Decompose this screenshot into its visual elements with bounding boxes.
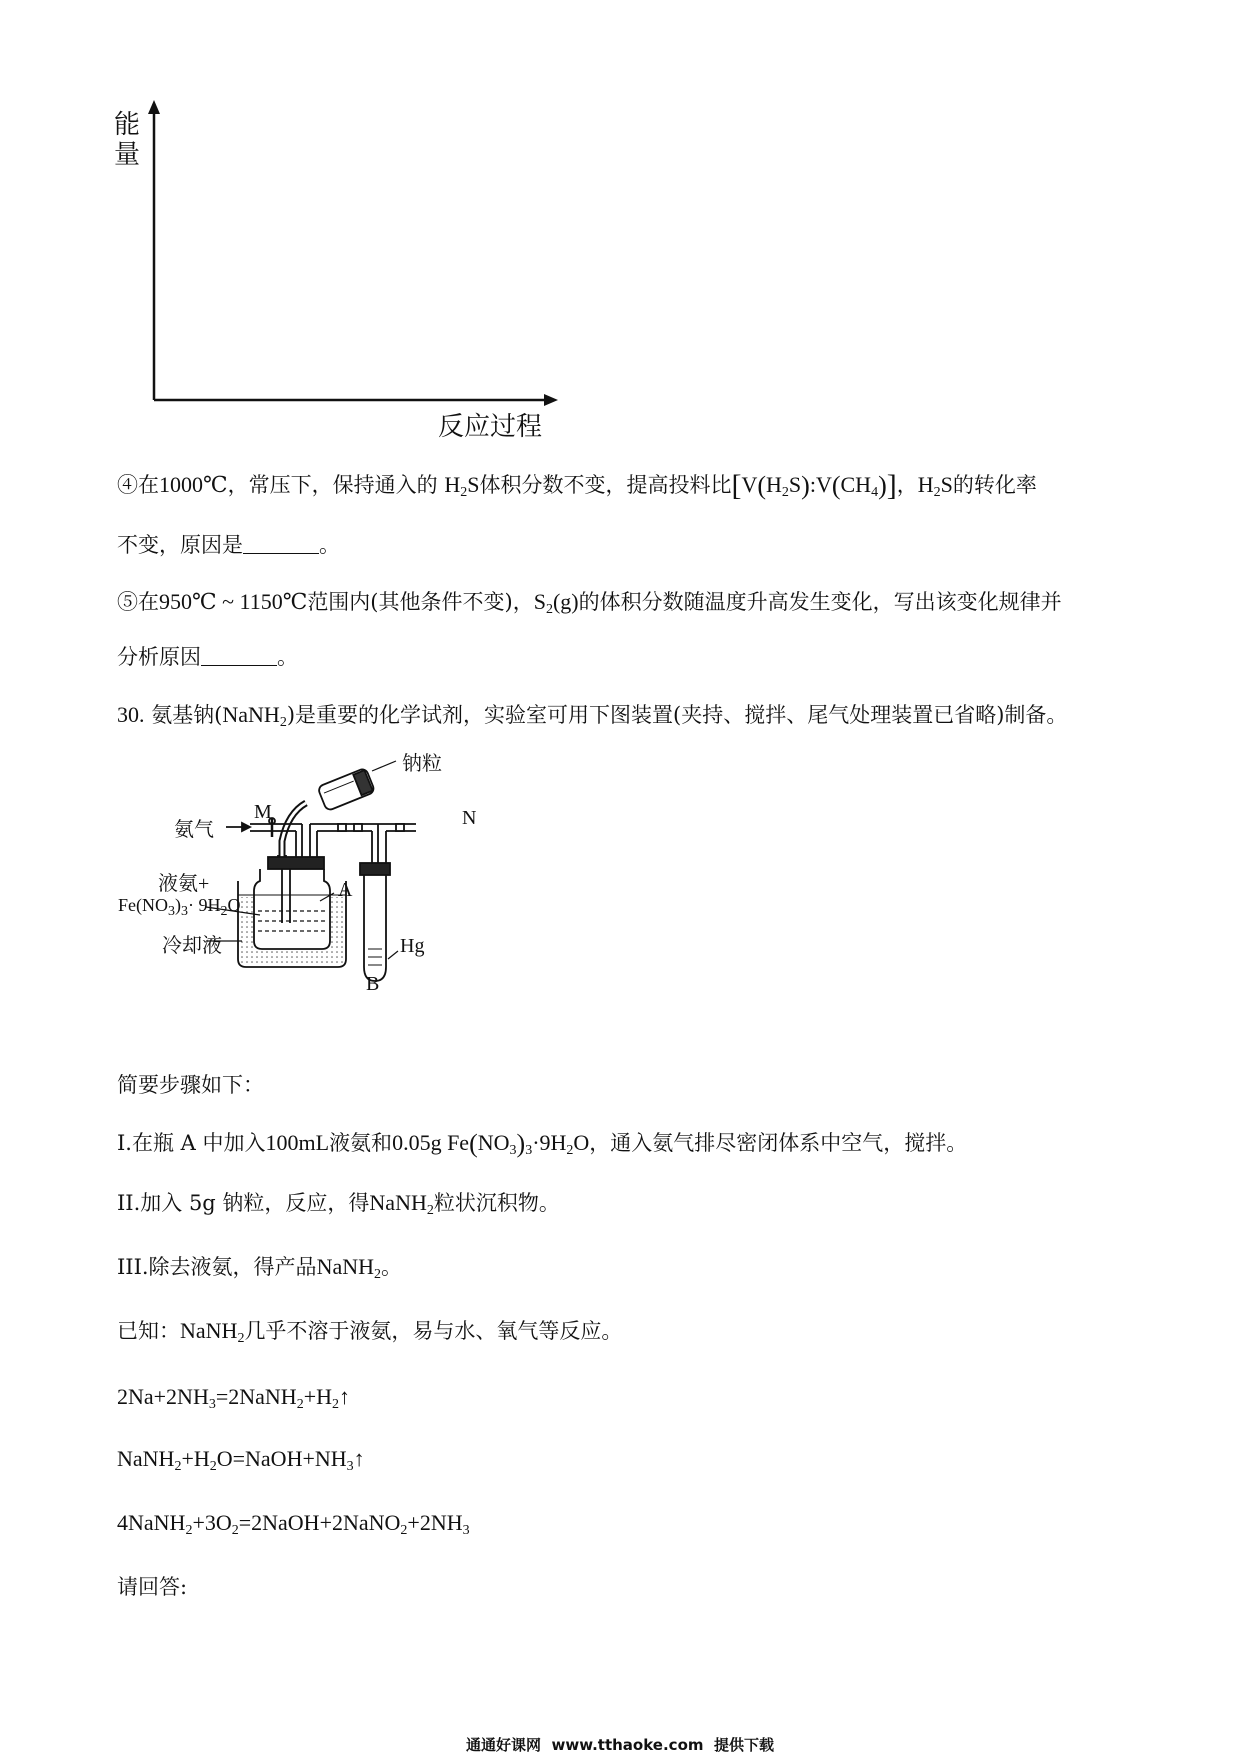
q4-answer-blank[interactable] <box>243 535 319 554</box>
label-n: N <box>462 807 477 829</box>
sodium-bottle <box>317 768 375 812</box>
q5-line1: ⑤在950℃ ~ 1150℃范围内(其他条件不变)，$S_2(g)$的体积分数随温度升高发生变化，写出该变化规律并 <box>117 589 1062 617</box>
y-axis-label-2: 量 <box>114 140 141 170</box>
q4-h2s: $H_2S$ <box>444 472 480 500</box>
label-m: M <box>254 801 272 823</box>
energy-axes <box>100 100 560 440</box>
label-hg: Hg <box>400 935 425 957</box>
label-iron-nitrate: $Fe(NO_3)_3\cdot 9H_2O$ <box>118 895 241 919</box>
q4-line2: 不变，原因是 。 <box>117 533 340 557</box>
step-3: III.除去液氨，得产品NaNH$_2$。 <box>117 1254 402 1282</box>
q30-stem: 30. 氨基钠(NaNH$_2$)是重要的化学试剂，实验室可用下图装置(夹持、搅拌、尾气处理装置已省略)制备。 <box>117 702 1068 730</box>
steps-intro: 简要步骤如下： <box>117 1073 264 1097</box>
x-axis-arrow <box>544 394 558 406</box>
q5-circle: ⑤ <box>117 590 138 614</box>
q4-line1: ④在1000℃，常压下，保持通入的 $H_2S$体积分数不变，提高投料比$[V(H_2S):V(CH_4)]$，$H_2S$的转化率 <box>117 469 1037 502</box>
label-coolant: 冷却液 <box>162 935 222 957</box>
label-b: B <box>366 973 380 995</box>
footer-source: 通通好课网 www.tthaoke.com 提供下载 <box>466 1736 774 1754</box>
label-sodium: 钠粒 <box>402 753 442 775</box>
y-axis-label-1: 能 <box>114 110 141 140</box>
equation-1: $2Na+2NH_3=2NaNH_2+H_2↑$ <box>117 1384 350 1412</box>
label-liquid-ammonia: 液氨+ <box>158 873 210 895</box>
q4-ratio: $[V(H_2S):V(CH_4)]$ <box>731 469 897 502</box>
y-axis-arrow <box>148 100 160 114</box>
q5-line2: 分析原因 。 <box>117 645 298 669</box>
label-ammonia-gas: 氨气 <box>174 819 214 841</box>
q5-answer-blank[interactable] <box>201 647 277 666</box>
energy-graph <box>100 100 560 440</box>
q4-circle: ④ <box>117 473 138 497</box>
known-info: 已知：NaNH$_2$几乎不溶于液氨，易与水、氧气等反应。 <box>117 1318 623 1346</box>
step-1: I.在瓶 A 中加入100mL液氨和0.05g $Fe(NO_3)_3\cdot 9H_2O$，通入氨气排尽密闭体系中空气，搅拌。 <box>117 1129 968 1158</box>
equation-2: $NaNH_2+H_2O=NaOH+NH_3↑$ <box>117 1446 365 1474</box>
x-axis-label: 反应过程 <box>438 412 543 442</box>
step-2: II.加入 5g 钠粒，反应，得NaNH$_2$粒状沉积物。 <box>117 1190 560 1218</box>
equation-3: $4NaNH_2+3O_2=2NaOH+2NaNO_2+2NH_3$ <box>117 1510 470 1538</box>
apparatus-diagram <box>110 745 510 1005</box>
please-answer: 请回答: <box>117 1575 188 1599</box>
label-a: A <box>338 879 353 901</box>
